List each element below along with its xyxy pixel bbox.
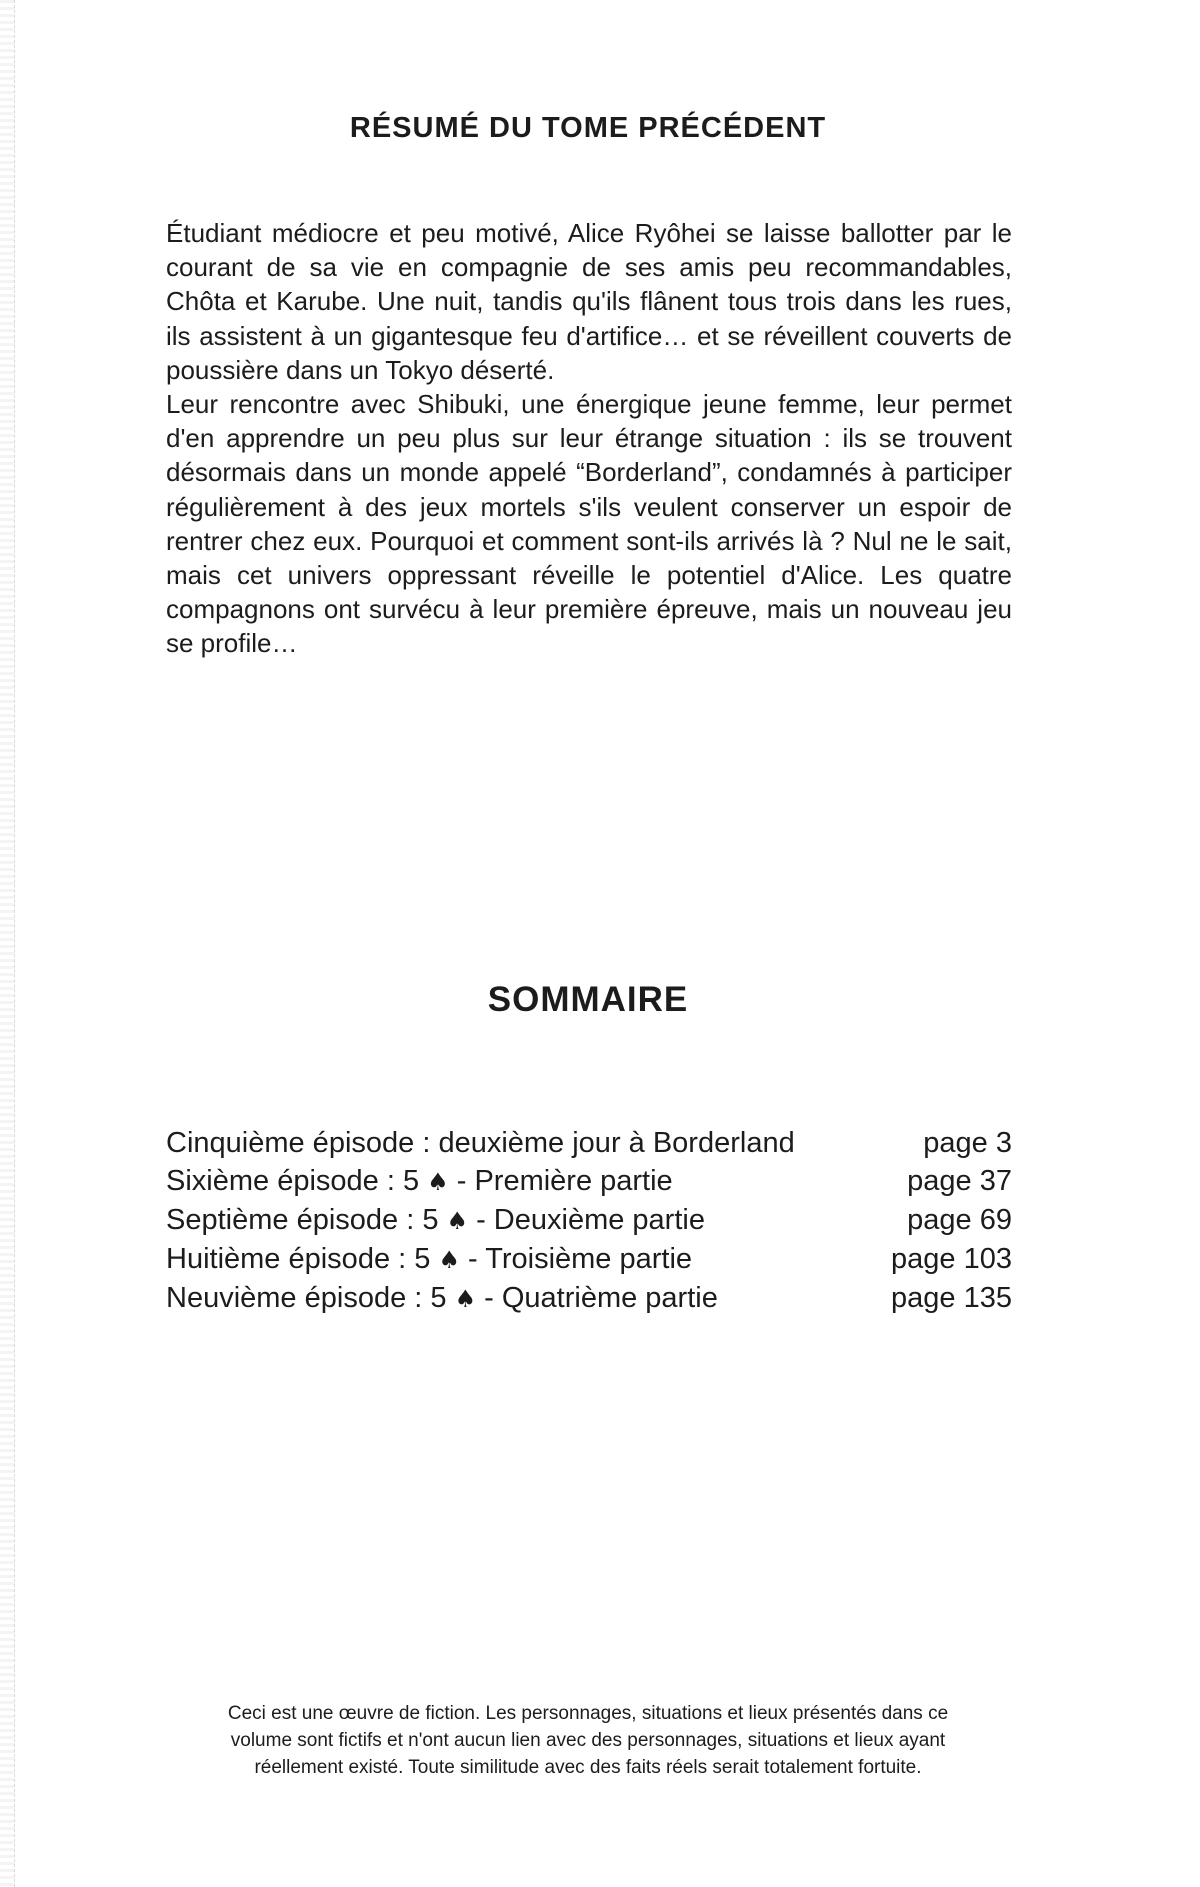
- spade-icon: ♠: [454, 1285, 477, 1313]
- toc-entry-text: - Deuxième partie: [468, 1204, 705, 1236]
- toc-title: SOMMAIRE: [487, 980, 689, 1019]
- table-of-contents: [166, 1124, 1012, 1318]
- toc-entry: [166, 1279, 1012, 1318]
- disclaimer-line: réellement existé. Toute similitude avec des faits réels serait totalement fortuite.: [254, 1757, 922, 1778]
- recap-paragraph: Étudiant médiocre et peu motivé, Alice Ryôhei se laisse ballotter par le courant de sa vie en compagnie de ses amis peu recommandables, Chôta et Karube. Une nuit, tandis qu'ils flânent tous trois dans les rues, ils assistent à un gigantesque feu d'artifice… et se réveillent couverts de poussière dans un Tokyo déserté.: [166, 218, 1012, 385]
- toc-entry-page: page 37: [907, 1165, 1012, 1197]
- toc-entry-text: Sixième épisode : 5: [166, 1165, 428, 1197]
- toc-entry: [166, 1201, 1012, 1240]
- disclaimer-line: volume sont fictifs et n'ont aucun lien avec des personnages, situations et lieux ayant: [230, 1730, 946, 1751]
- toc-entry-page: page 3: [923, 1127, 1012, 1159]
- toc-entry-page: page 135: [891, 1282, 1012, 1314]
- toc-entry-text: Cinquième épisode : deuxième jour à Borderland: [166, 1127, 795, 1159]
- toc-entry: [166, 1240, 1012, 1279]
- spade-icon: ♠: [446, 1207, 469, 1235]
- toc-entry-text: Neuvième épisode : 5: [166, 1282, 455, 1314]
- recap-paragraph: Leur rencontre avec Shibuki, une énergique jeune femme, leur permet d'en apprendre un peu plus sur leur étrange situation : ils se trouvent désormais dans un monde appelé “Borderland”, condamnés à participer régulièrement à des jeux mortels s'ils veulent conserver un espoir de rentrer chez eux. Pourquoi et comment sont-ils arrivés là ? Nul ne le sait, mais cet univers oppressant réveille le potentiel d'Alice. Les quatre compagnons ont survécu à leur première épreuve, mais un nouveau jeu se profile…: [166, 389, 1012, 659]
- spade-icon: ♠: [438, 1246, 460, 1274]
- toc-entry-page: page 69: [907, 1204, 1012, 1236]
- toc-entry-text: - Quatrième partie: [476, 1282, 718, 1314]
- toc-entry-text: - Première partie: [448, 1165, 673, 1197]
- toc-entry-text: Huitième épisode : 5: [166, 1243, 439, 1275]
- toc-entry: [166, 1162, 1012, 1201]
- toc-entry-title: [166, 1162, 673, 1201]
- toc-entry-title: [166, 1240, 692, 1279]
- toc-entry-title: [166, 1279, 718, 1318]
- toc-entry-title: [166, 1124, 795, 1162]
- toc-entry-text: Septième épisode : 5: [166, 1204, 447, 1236]
- toc-entry-page: page 103: [891, 1243, 1012, 1275]
- recap-summary: [166, 216, 1012, 661]
- toc-entry-title: [166, 1201, 705, 1240]
- disclaimer-line: Ceci est une œuvre de fiction. Les personnages, situations et lieux présentés dans ce: [227, 1703, 949, 1724]
- toc-entry: [166, 1124, 1012, 1162]
- recap-title: RÉSUMÉ DU TOME PRÉCÉDENT: [349, 112, 827, 144]
- page-edge: [0, 0, 15, 1887]
- toc-entry-text: - Troisième partie: [459, 1243, 693, 1275]
- fiction-disclaimer: [150, 1700, 1026, 1781]
- spade-icon: ♠: [427, 1168, 449, 1196]
